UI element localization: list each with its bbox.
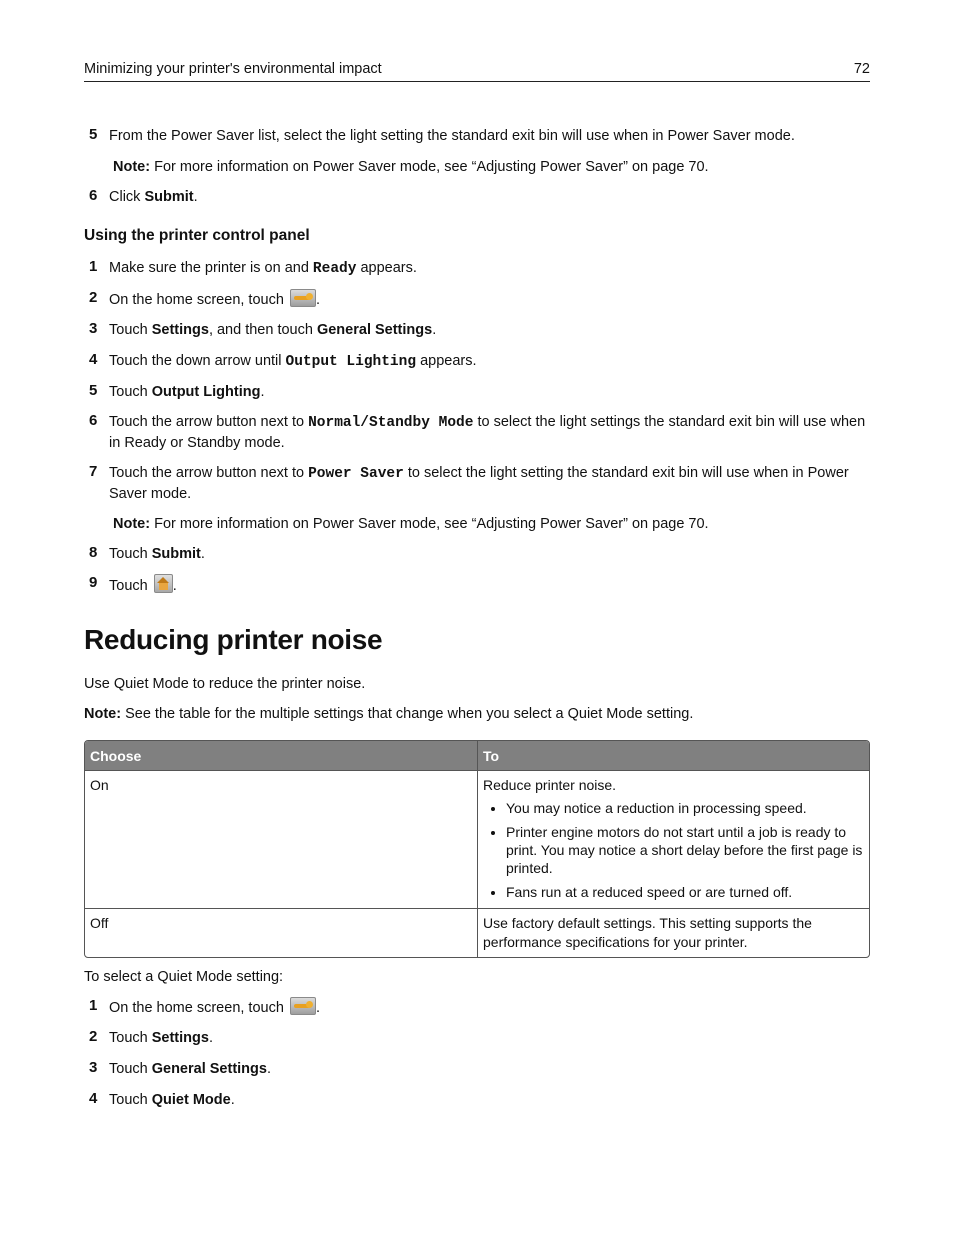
step-text-post: . bbox=[315, 292, 320, 308]
quiet-mode-table bbox=[84, 740, 870, 958]
step-text-post: to select the light setting the standard exit bin will use when in Power Saver mode. bbox=[109, 465, 849, 502]
step-number: 7 bbox=[89, 463, 98, 480]
step-text bbox=[109, 1059, 870, 1079]
steps-intro: To select a Quiet Mode setting: bbox=[84, 969, 284, 985]
settings-wrench-icon bbox=[290, 289, 316, 307]
step-text bbox=[109, 544, 870, 564]
step-bold: Submit bbox=[151, 546, 201, 562]
table-row bbox=[85, 770, 869, 908]
table-cell-choose: Off bbox=[85, 908, 478, 957]
note bbox=[113, 157, 870, 177]
list-item: • You may notice a reduction in processing speed. bbox=[506, 799, 864, 817]
running-header-title: Minimizing your printer's environmental impact bbox=[84, 61, 382, 77]
step-text-pre: Touch bbox=[109, 1061, 152, 1077]
display-message: Output Lighting bbox=[285, 354, 417, 370]
step-text bbox=[109, 1090, 870, 1110]
step-text-post: . bbox=[208, 1030, 213, 1046]
step-text bbox=[109, 1028, 870, 1048]
step-text-post: to select the light settings the standard exit bin will use when in Ready or Standby mode. bbox=[109, 414, 866, 451]
step-text-post: appears. bbox=[356, 260, 417, 276]
step-text-pre: Touch bbox=[109, 1030, 152, 1046]
step-bold: Submit bbox=[144, 189, 194, 205]
step-text bbox=[109, 997, 870, 1018]
step-bold: Settings bbox=[151, 322, 209, 338]
step-text bbox=[109, 382, 870, 402]
step-text-post: . bbox=[200, 546, 205, 562]
step-text bbox=[109, 320, 870, 340]
bullet-list bbox=[483, 799, 864, 901]
header-rule bbox=[84, 81, 870, 82]
step-number: 2 bbox=[89, 1028, 98, 1045]
step-text-mid: , and then touch bbox=[208, 322, 317, 338]
table-cell-to: Use factory default settings. This setting supports the performance specifications for your printer. bbox=[478, 908, 869, 957]
home-icon bbox=[154, 574, 173, 593]
settings-wrench-icon bbox=[290, 997, 316, 1015]
list-item: • Printer engine motors do not start until a job is ready to print. You may notice a short delay before the first page is printed. bbox=[506, 823, 864, 877]
step-text-pre: Click bbox=[109, 189, 145, 205]
step-bold: General Settings bbox=[316, 322, 433, 338]
step-text bbox=[109, 412, 870, 453]
table-cell-choose: On bbox=[85, 770, 478, 908]
step-bold: General Settings bbox=[151, 1061, 267, 1077]
step-text bbox=[109, 187, 870, 207]
step-number: 6 bbox=[89, 412, 98, 429]
step-text-post: . bbox=[260, 384, 265, 400]
note-label: Note: bbox=[113, 516, 151, 532]
display-message: Ready bbox=[312, 261, 357, 277]
step-text bbox=[109, 289, 870, 310]
step-text-pre: On the home screen, touch bbox=[109, 1000, 288, 1016]
step-text: From the Power Saver list, select the light setting the standard exit bin will use when in Power Saver mode. bbox=[109, 128, 795, 144]
step-number: 3 bbox=[89, 320, 98, 337]
step-bold: Output Lighting bbox=[151, 384, 261, 400]
step-number: 9 bbox=[89, 574, 98, 591]
section-heading: Reducing printer noise bbox=[84, 624, 383, 655]
step-text-pre: Touch the arrow button next to bbox=[109, 465, 309, 481]
step-number: 2 bbox=[89, 289, 98, 306]
display-message: Power Saver bbox=[308, 466, 404, 482]
table-row bbox=[85, 908, 869, 957]
step-text bbox=[109, 351, 870, 372]
section-subheading: Using the printer control panel bbox=[84, 227, 310, 244]
note bbox=[113, 514, 870, 534]
column-header-to: To bbox=[478, 741, 869, 770]
step-number: 5 bbox=[89, 382, 98, 399]
step-number: 4 bbox=[89, 1090, 98, 1107]
step-text-post: . bbox=[315, 1000, 320, 1016]
note-label: Note: bbox=[113, 159, 151, 175]
step-text-pre: On the home screen, touch bbox=[109, 292, 288, 308]
step-number: 4 bbox=[89, 351, 98, 368]
step-text bbox=[109, 258, 870, 279]
table-header-row bbox=[85, 741, 869, 770]
step-text-post: appears. bbox=[416, 353, 477, 369]
step-text bbox=[109, 463, 870, 504]
step-text bbox=[109, 574, 870, 596]
step-number: 1 bbox=[89, 258, 98, 275]
step-text-pre: Touch bbox=[109, 546, 152, 562]
step-number: 5 bbox=[89, 126, 98, 143]
step-text-post: . bbox=[230, 1092, 235, 1108]
step-number: 6 bbox=[89, 187, 98, 204]
step-text-pre: Touch bbox=[109, 322, 152, 338]
step-text-pre: Make sure the printer is on and bbox=[109, 260, 313, 276]
table-cell-to bbox=[478, 770, 869, 908]
step-text-post: . bbox=[172, 578, 177, 594]
step-text-pre: Touch the down arrow until bbox=[109, 353, 286, 369]
note-label: Note: bbox=[84, 706, 122, 722]
column-header-choose: Choose bbox=[85, 741, 478, 770]
step-text-pre: Touch bbox=[109, 578, 152, 594]
step-bold: Settings bbox=[151, 1030, 209, 1046]
step-text-post: . bbox=[432, 322, 437, 338]
note-text: See the table for the multiple settings that change when you select a Quiet Mode setting. bbox=[121, 706, 694, 722]
step-number: 1 bbox=[89, 997, 98, 1014]
note bbox=[84, 704, 870, 724]
step-text-pre: Touch the arrow button next to bbox=[109, 414, 309, 430]
list-item: • Fans run at a reduced speed or are turned off. bbox=[506, 883, 864, 901]
step-number: 3 bbox=[89, 1059, 98, 1076]
intro-paragraph: Use Quiet Mode to reduce the printer noise. bbox=[84, 676, 366, 692]
step-text-post: . bbox=[266, 1061, 271, 1077]
page-number: 72 bbox=[853, 61, 870, 77]
step-bold: Quiet Mode bbox=[151, 1092, 231, 1108]
step-number: 8 bbox=[89, 544, 98, 561]
display-message: Normal/Standby Mode bbox=[308, 415, 474, 431]
note-text: For more information on Power Saver mode, see “Adjusting Power Saver” on page 70. bbox=[150, 159, 709, 175]
step-text-pre: Touch bbox=[109, 1092, 152, 1108]
note-text: For more information on Power Saver mode, see “Adjusting Power Saver” on page 70. bbox=[150, 516, 709, 532]
step-text-pre: Touch bbox=[109, 384, 152, 400]
cell-lead-text: Reduce printer noise. bbox=[483, 777, 617, 793]
step-text-post: . bbox=[193, 189, 198, 205]
